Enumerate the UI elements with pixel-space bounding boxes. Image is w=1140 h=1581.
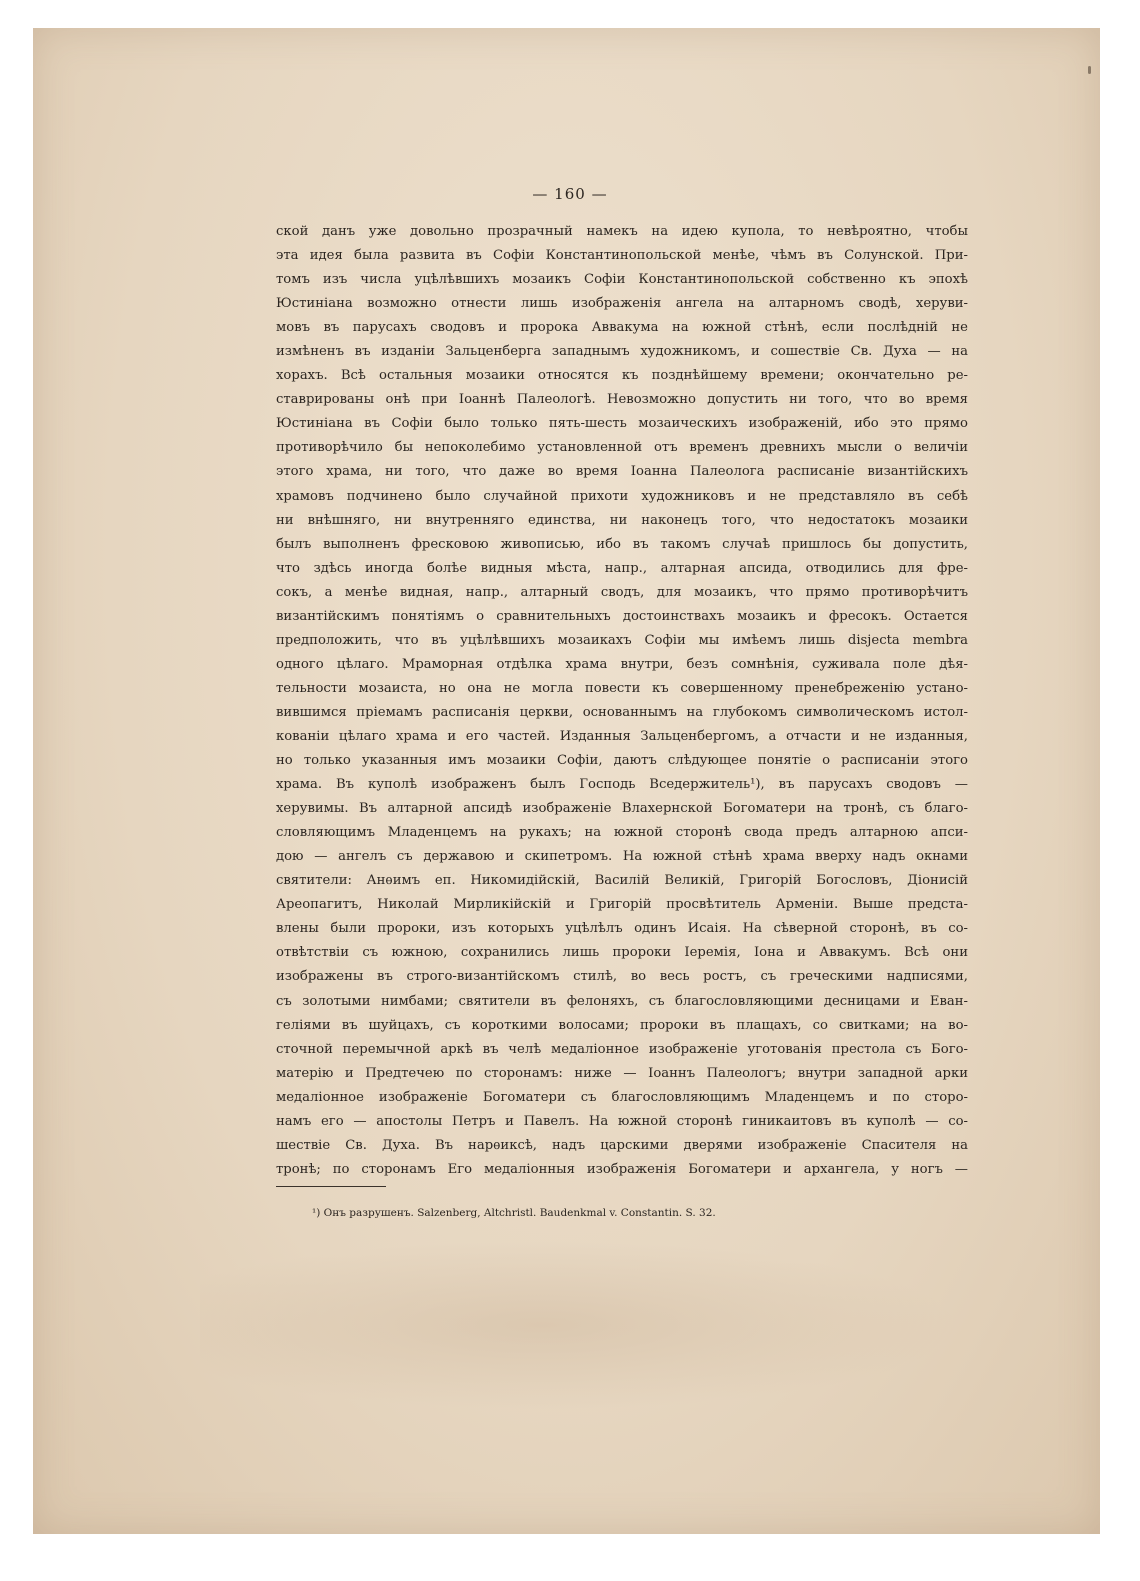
text-line: тельности мозаиста, но она не могла повести къ совершенному пренебреженію устано-	[276, 680, 968, 696]
scan-speck	[1088, 66, 1091, 74]
text-line: византійскимъ понятіямъ о сравнительныхъ достоинствахъ мозаикъ и фресокъ. Остается	[276, 608, 968, 624]
text-line: но только указанныя имъ мозаики Софіи, даютъ слѣдующее понятіе о расписаніи этого	[276, 753, 968, 769]
text-line: вившимся пріемамъ расписанія церкви, основаннымъ на глубокомъ символическомъ истол-	[276, 704, 968, 720]
footnote-divider	[276, 1186, 386, 1187]
text-line: сокъ, а менѣе видная, напр., алтарный сводъ, для мозаикъ, что прямо противорѣчитъ	[276, 584, 968, 600]
text-line: словляющимъ Младенцемъ на рукахъ; на южной сторонѣ свода предъ алтарною апси-	[276, 825, 968, 841]
text-line: былъ выполненъ фресковою живописью, ибо въ такомъ случаѣ пришлось бы допустить,	[276, 536, 968, 552]
text-line: измѣненъ въ изданіи Зальценберга западнымъ художникомъ, и сошествіе Св. Духа — на	[276, 344, 968, 360]
text-line: Юстиніана въ Софіи было только пять-шесть мозаическихъ изображеній, ибо это прямо	[276, 416, 968, 432]
text-line: шествіе Св. Духа. Въ нарѳиксѣ, надъ царскими дверями изображеніе Спасителя на	[276, 1137, 968, 1153]
text-line: геліями въ шуйцахъ, съ короткими волосами; пророки въ плащахъ, со свитками; на во-	[276, 1017, 968, 1033]
text-line: что здѣсь иногда болѣе видныя мѣста, напр., алтарная апсида, отводились для фре-	[276, 560, 968, 576]
text-line: предположить, что въ уцѣлѣвшихъ мозаикахъ Софіи мы имѣемъ лишь disjecta membra	[276, 632, 968, 648]
text-line: ставрированы онѣ при Іоаннѣ Палеологѣ. Невозможно допустить ни того, что во время	[276, 392, 968, 408]
text-line: тронѣ; по сторонамъ Его медаліонныя изображенія Богоматери и архангела, у ногъ —	[276, 1161, 968, 1177]
text-line: изображены въ строго-византійскомъ стилѣ, во весь ростъ, съ греческими надписями,	[276, 969, 968, 985]
text-line: отвѣтствіи съ южною, сохранились лишь пророки Іеремія, Іона и Аввакумъ. Всѣ они	[276, 945, 968, 961]
page-number: — 160 —	[532, 185, 608, 203]
text-line: намъ его — апостолы Петръ и Павелъ. На южной сторонѣ гиникаитовъ въ куполѣ — со-	[276, 1113, 968, 1129]
text-line: дою — ангелъ съ державою и скипетромъ. На южной стѣнѣ храма вверху надъ окнами	[276, 849, 968, 865]
text-line: медаліонное изображеніе Богоматери съ благословляющимъ Младенцемъ и по сторо-	[276, 1089, 968, 1105]
footnote	[312, 1207, 716, 1219]
text-line: сточной перемычной аркѣ въ челѣ медаліонное изображеніе уготованія престола съ Бого-	[276, 1041, 968, 1057]
text-line: мовъ въ парусахъ сводовъ и пророка Аввакума на южной стѣнѣ, если послѣдній не	[276, 320, 968, 336]
text-line: противорѣчило бы непоколебимо установленной отъ временъ древнихъ мысли о величіи	[276, 440, 968, 456]
text-line: храма. Въ куполѣ изображенъ былъ Господь Вседержитель¹), въ парусахъ сводовъ —	[276, 777, 968, 793]
text-line: влены были пророки, изъ которыхъ уцѣлѣлъ одинъ Исаія. На сѣверной сторонѣ, въ со-	[276, 921, 968, 937]
text-line: хорахъ. Всѣ остальныя мозаики относятся къ позднѣйшему времени; окончательно ре-	[276, 368, 968, 384]
footnote-marker: ¹)	[312, 1207, 321, 1219]
text-line: храмовъ подчинено было случайной прихоти художниковъ и не представляло въ себѣ	[276, 488, 968, 504]
footnote-text: Онъ разрушенъ. Salzenberg, Altchristl. Baudenkmal v. Constantin. S. 32.	[323, 1207, 716, 1219]
text-line: ни внѣшняго, ни внутренняго единства, ни наконецъ того, что недостатокъ мозаики	[276, 512, 968, 528]
text-line: томъ изъ числа уцѣлѣвшихъ мозаикъ Софіи Константинопольской собственно къ эпохѣ	[276, 272, 968, 288]
body-text	[276, 220, 968, 1182]
text-line: эта идея была развита въ Софіи Константинопольской менѣе, чѣмъ въ Солунской. При-	[276, 248, 968, 264]
text-line: съ золотыми нимбами; святители въ фелоняхъ, съ благословляющими десницами и Еван-	[276, 993, 968, 1009]
text-line: Ареопагитъ, Николай Мирликійскій и Григорій просвѣтитель Арменіи. Выше предста-	[276, 897, 968, 913]
text-line: этого храма, ни того, что даже во время Іоанна Палеолога расписаніе византійскихъ	[276, 464, 968, 480]
text-line: матерію и Предтечею по сторонамъ: ниже — Іоаннъ Палеологъ; внутри западной арки	[276, 1065, 968, 1081]
page-stain	[200, 1240, 960, 1410]
text-line: святители: Анѳимъ еп. Никомидійскій, Василій Великій, Григорій Богословъ, Діонисій	[276, 873, 968, 889]
text-line: ской данъ уже довольно прозрачный намекъ на идею купола, то невѣроятно, чтобы	[276, 224, 968, 239]
text-line: херувимы. Въ алтарной апсидѣ изображеніе Влахернской Богоматери на тронѣ, съ благо-	[276, 801, 968, 817]
text-line: одного цѣлаго. Мраморная отдѣлка храма внутри, безъ сомнѣнія, суживала поле дѣя-	[276, 656, 968, 672]
text-line: кованіи цѣлаго храма и его частей. Изданныя Зальценбергомъ, а отчасти и не изданныя,	[276, 728, 968, 744]
text-line: Юстиніана возможно отнести лишь изображенія ангела на алтарномъ сводѣ, херуви-	[276, 296, 968, 312]
